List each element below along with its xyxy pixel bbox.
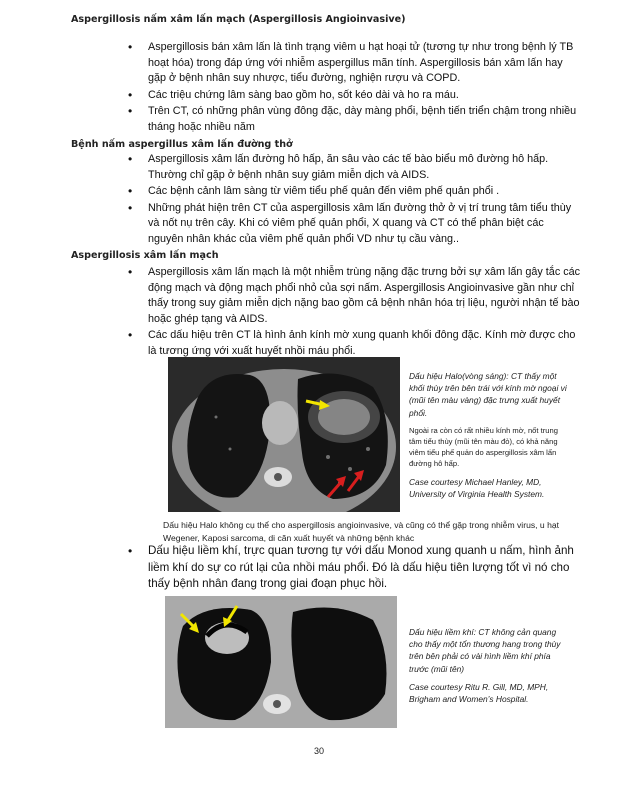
section-heading-angioinvasive: Aspergillosis nấm xâm lấn mạch (Aspergillosis Angioinvasive) [71, 14, 406, 25]
ct-scan-illustration [168, 357, 400, 512]
bullet-item: • Aspergillosis xâm lấn đường hô hấp, ăn sâu vào các tế bào biểu mô đường hô hấp. Thường chỉ gặp ở bệnh nhân suy giảm miễn dịch và AIDS. [126, 152, 581, 183]
figure-1-caption-main: Dấu hiệu Halo(vòng sáng): CT thấy một khối thùy trên bên trái với kính mờ ngoại vi (mũi tên màu vàng) đặc trưng xuất huyết phổi. [409, 371, 567, 418]
halo-sign-note: Dấu hiệu Halo không cụ thể cho aspergillosis angioinvasive, và cũng có thể gặp trong nhiễm virus, u hạt Wegener, Kaposi sarcoma, di căn xuất huyết và những bệnh khác [163, 520, 560, 543]
section-3-bullets [126, 265, 581, 360]
bullet-item: • Trên CT, có những phân vùng đông đặc, dày màng phổi, bệnh tiến triển chậm trong nhiều tháng hoặc nhiều năm [126, 104, 581, 135]
figure-1-caption [409, 370, 569, 506]
ct-image-halo-sign [168, 357, 400, 512]
ct-image-air-crescent-sign [165, 596, 397, 728]
bullet-item: • Aspergillosis xâm lấn mạch là một nhiễm trùng nặng đặc trưng bởi sự xâm lấn gây tắc các động mạch và động mạch phổi nhỏ của sợi nấm. Aspergillosis Angioinvasive gần như chỉ thấy trong suy giảm miễn dịch nặng bao gồm cả bệnh nhân hóa trị liệu, người nhận tế bào hoặc ghép tạng và AIDS. [126, 265, 581, 327]
bullet-item: • Aspergillosis bán xâm lấn là tình trạng viêm u hạt hoại tử (tương tự như trong bệnh lý TB hoạt hóa) trong đáp ứng với nhiễm aspergillus mãn tính. Aspergillosis bán xâm lấn hay gặp ở bệnh nhân suy nhược, tiểu đường, nghiện rượu và COPD. [126, 40, 581, 87]
crescent-bullets [126, 543, 581, 594]
section-1-bullets [126, 40, 581, 136]
section-heading-airway: Bệnh nấm aspergillus xâm lấn đường thở [71, 139, 293, 150]
bullet-item: • Các dấu hiệu trên CT là hình ảnh kính mờ xung quanh khối đông đặc. Kính mờ được cho là tương ứng với xuất huyết nhồi máu phổi. [126, 328, 581, 359]
figure-2-caption-main: Dấu hiệu liềm khí: CT không cản quang cho thấy một tổn thương hang trong thùy trên bên phải có vài hình liềm khí phía trước (mũi tên) [409, 627, 561, 674]
bullet-item: • Các bệnh cảnh lâm sàng từ viêm tiểu phế quản đến viêm phế quản phổi . [126, 184, 581, 200]
figure-1-caption-secondary: Ngoài ra còn có rất nhiều kính mờ, nốt trung tâm tiểu thùy (mũi tên màu đỏ), có khả năng viêm tiểu phế quản do aspergillosis xâm lấn đường hô hấp. [409, 425, 558, 469]
figure-1-credit: Case courtesy Michael Hanley, MD, University of Virginia Health System. [409, 476, 545, 499]
page-number: 30 [313, 746, 324, 756]
section-heading-vascular: Aspergillosis xâm lấn mạch [71, 250, 219, 261]
figure-2-caption [409, 626, 569, 711]
ct-scan-illustration [165, 596, 397, 728]
bullet-item: • Dấu hiệu liềm khí, trực quan tương tự với dấu Monod xung quanh u nấm, hình ảnh liềm khí do sự co rút lại của nhồi máu phổi. Đó là dấu hiệu tiên lượng tốt vì nó cho thấy bệnh nhân đang trong giai đoạn phục hồi. [126, 543, 581, 593]
figure-2-credit: Case courtesy Ritu R. Gill, MD, MPH, Brigham and Women’s Hospital. [409, 681, 549, 705]
section-2-bullets [126, 152, 581, 248]
bullet-item: • Những phát hiện trên CT của aspergillosis xâm lấn đường thở ở vị trí trung tâm tiểu thùy và nốt nụ trên cây. Khi có viêm phế quản phổi, X quang và CT có thể phân biệt các nguyên nhân khác của viêm phế quản phổi VD như tụ cầu vàng.. [126, 201, 581, 248]
bullet-item: • Các triệu chứng lâm sàng bao gồm ho, sốt kéo dài và ho ra máu. [126, 88, 581, 104]
